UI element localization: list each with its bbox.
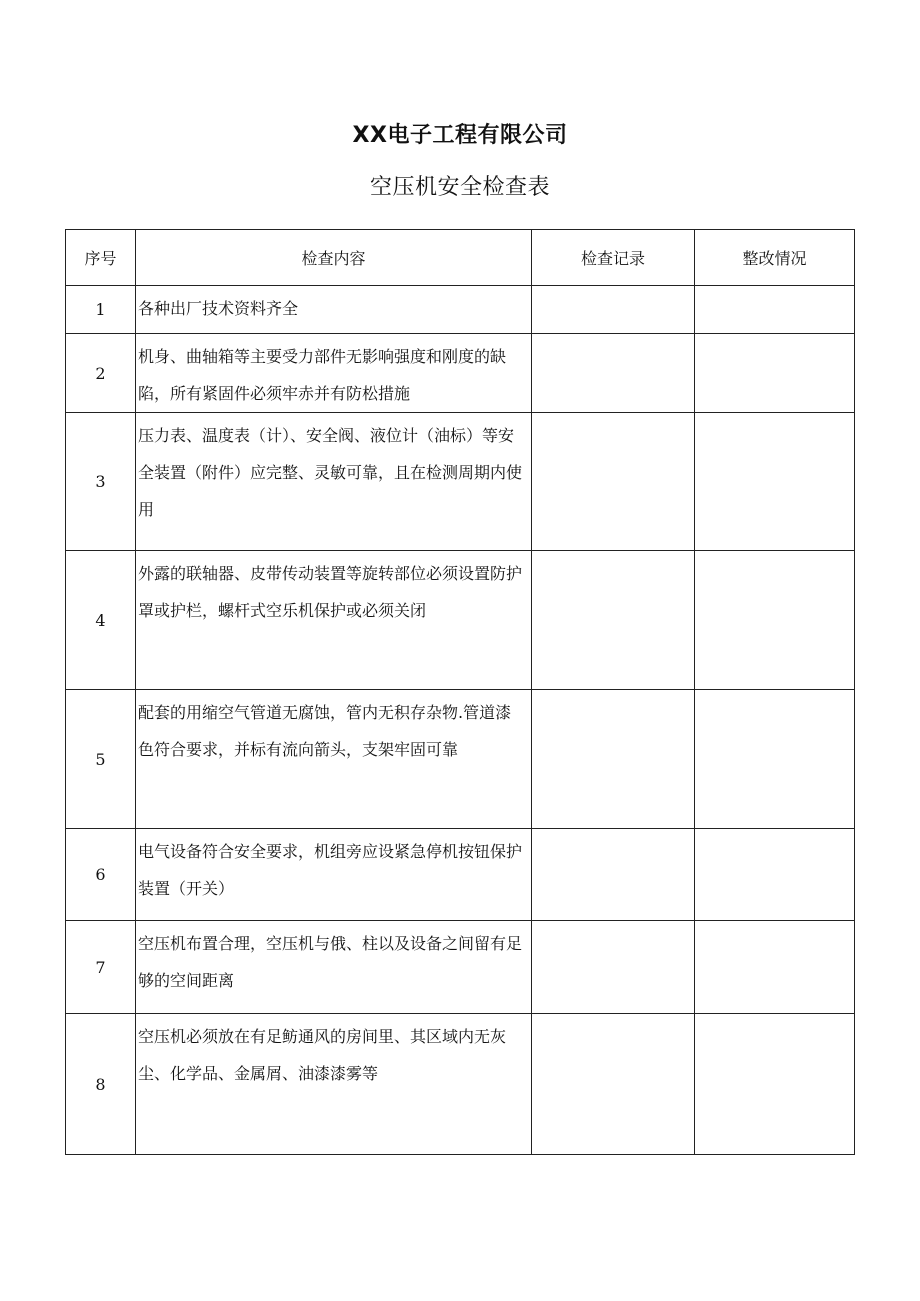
check-content: 空压机布置合理，空压机与俄、柱以及设备之间留有足够的空间距离	[136, 921, 532, 1014]
record-cell[interactable]	[532, 829, 695, 921]
table-row	[66, 829, 855, 921]
table-row	[66, 334, 855, 413]
col-header-rectification: 整改情况	[695, 230, 855, 286]
row-number: 5	[66, 690, 136, 829]
record-cell[interactable]	[532, 413, 695, 551]
rectification-cell[interactable]	[695, 690, 855, 829]
row-number: 3	[66, 413, 136, 551]
form-title: 空压机安全检查表	[369, 175, 550, 200]
check-content: 机身、曲轴箱等主要受力部件无影响强度和刚度的缺陷，所有紧固件必须牢赤并有防松措施	[136, 334, 532, 413]
record-cell[interactable]	[532, 1014, 695, 1155]
rectification-cell[interactable]	[695, 551, 855, 690]
header-row	[66, 230, 855, 286]
rectification-cell[interactable]	[695, 413, 855, 551]
check-content: 配套的用缩空气管道无腐蚀，管内无积存杂物.管道漆色符合要求，并标有流向箭头，支架牢固可靠	[136, 690, 532, 829]
table-row	[66, 1014, 855, 1155]
table-row	[66, 921, 855, 1014]
record-cell[interactable]	[532, 286, 695, 334]
col-header-number: 序号	[66, 230, 136, 286]
record-cell[interactable]	[532, 690, 695, 829]
table-row	[66, 690, 855, 829]
rectification-cell[interactable]	[695, 286, 855, 334]
table-row	[66, 413, 855, 551]
record-cell[interactable]	[532, 921, 695, 1014]
check-content: 电气设备符合安全要求，机组旁应设紧急停机按钮保护装置（开关）	[136, 829, 532, 921]
record-cell[interactable]	[532, 334, 695, 413]
row-number: 7	[66, 921, 136, 1014]
check-content: 空压机必须放在有足鲂通风的房间里、其区域内无灰尘、化学品、金属屑、油漆漆雾等	[136, 1014, 532, 1155]
table-row	[66, 551, 855, 690]
col-header-record: 检查记录	[532, 230, 695, 286]
rectification-cell[interactable]	[695, 1014, 855, 1155]
table-row	[66, 286, 855, 334]
row-number: 1	[66, 286, 136, 334]
check-content: 各种出厂技术资料齐全	[136, 286, 532, 334]
row-number: 8	[66, 1014, 136, 1155]
row-number: 6	[66, 829, 136, 921]
check-content: 压力表、温度表（计）、安全阀、液位计（油标）等安全装置（附件）应完整、灵敏可靠，且在检测周期内使用	[136, 413, 532, 551]
col-header-content: 检查内容	[136, 230, 532, 286]
row-number: 2	[66, 334, 136, 413]
record-cell[interactable]	[532, 551, 695, 690]
inspection-table	[65, 229, 855, 1155]
rectification-cell[interactable]	[695, 921, 855, 1014]
rectification-cell[interactable]	[695, 829, 855, 921]
rectification-cell[interactable]	[695, 334, 855, 413]
row-number: 4	[66, 551, 136, 690]
company-name: XX电子工程有限公司	[352, 123, 568, 148]
check-content: 外露的联轴器、皮带传动装置等旋转部位必须设置防护罩或护栏，螺杆式空乐机保护或必须关闭	[136, 551, 532, 690]
